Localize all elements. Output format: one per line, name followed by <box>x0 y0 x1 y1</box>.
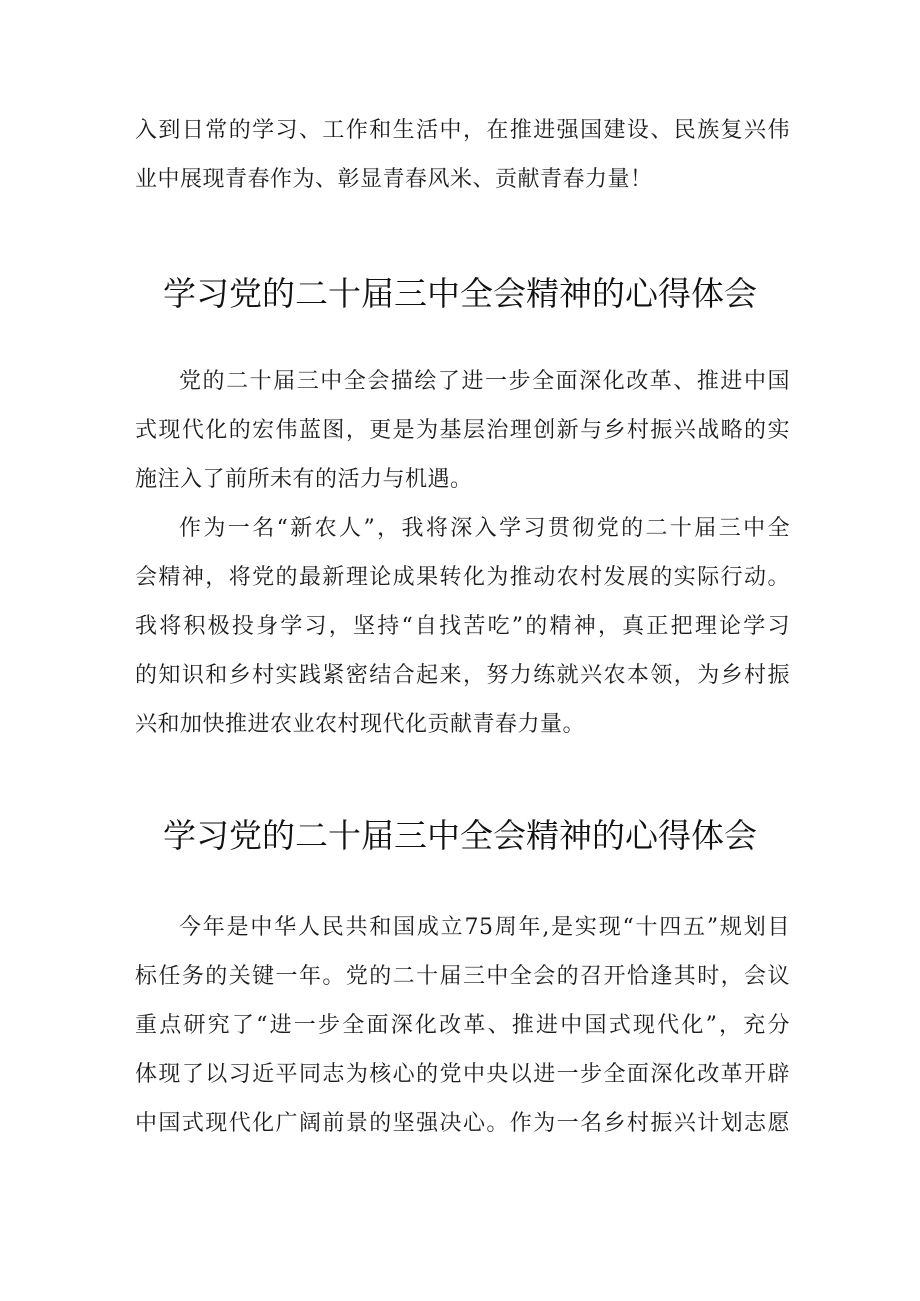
paragraph-line: 党的二十届三中全会描绘了进一步全面深化改革、推进中国 <box>179 369 790 394</box>
section1-paragraph-1 <box>135 357 790 504</box>
paragraph-line: 会精神，将党的最新理论成果转化为推动农村发展的实际行动。 <box>135 565 790 590</box>
paragraph-line: 的知识和乡村实践紧密结合起来，努力练就兴农本领，为乡村振 <box>135 663 790 688</box>
section-title: 学习党的二十届三中全会精神的心得体会 <box>163 274 757 313</box>
section1-paragraph-2 <box>135 504 790 749</box>
paragraph-line: 施注入了前所未有的活力与机遇。 <box>135 467 473 492</box>
paragraph-line: 式现代化的宏伟蓝图，更是为基层治理创新与乡村振兴战略的实 <box>135 418 790 443</box>
paragraph-line: 入到日常的学习、工作和生活中，在推进强国建设、民族复兴伟 <box>135 118 790 143</box>
intro-paragraph <box>135 106 790 204</box>
paragraph-line: 兴和加快推进农业农村现代化贡献青春力量。 <box>135 712 586 737</box>
paragraph-line: 中国式现代化广阔前景的坚强决心。作为一名乡村振兴计划志愿 <box>135 1111 790 1136</box>
paragraph-line: 今年是中华人民共和国成立75周年,是实现“十四五”规划目 <box>179 915 790 940</box>
paragraph-line: 重点研究了“进一步全面深化改革、推进中国式现代化”，充分 <box>135 1013 790 1038</box>
paragraph-line: 标任务的关键一年。党的二十届三中全会的召开恰逢其时，会议 <box>135 964 790 989</box>
section2-paragraph-1 <box>135 903 790 1148</box>
paragraph-line: 业中展现青春作为、彰显青春风米、贡献青春力量！ <box>135 167 653 192</box>
paragraph-line: 我将积极投身学习，坚持“自找苦吃”的精神，真正把理论学习 <box>135 614 790 639</box>
paragraph-line: 作为一名“新农人”，我将深入学习贯彻党的二十届三中全 <box>179 516 790 541</box>
section-title: 学习党的二十届三中全会精神的心得体会 <box>163 816 757 855</box>
paragraph-line: 体现了以习近平同志为核心的党中央以进一步全面深化改革开辟 <box>135 1062 790 1087</box>
